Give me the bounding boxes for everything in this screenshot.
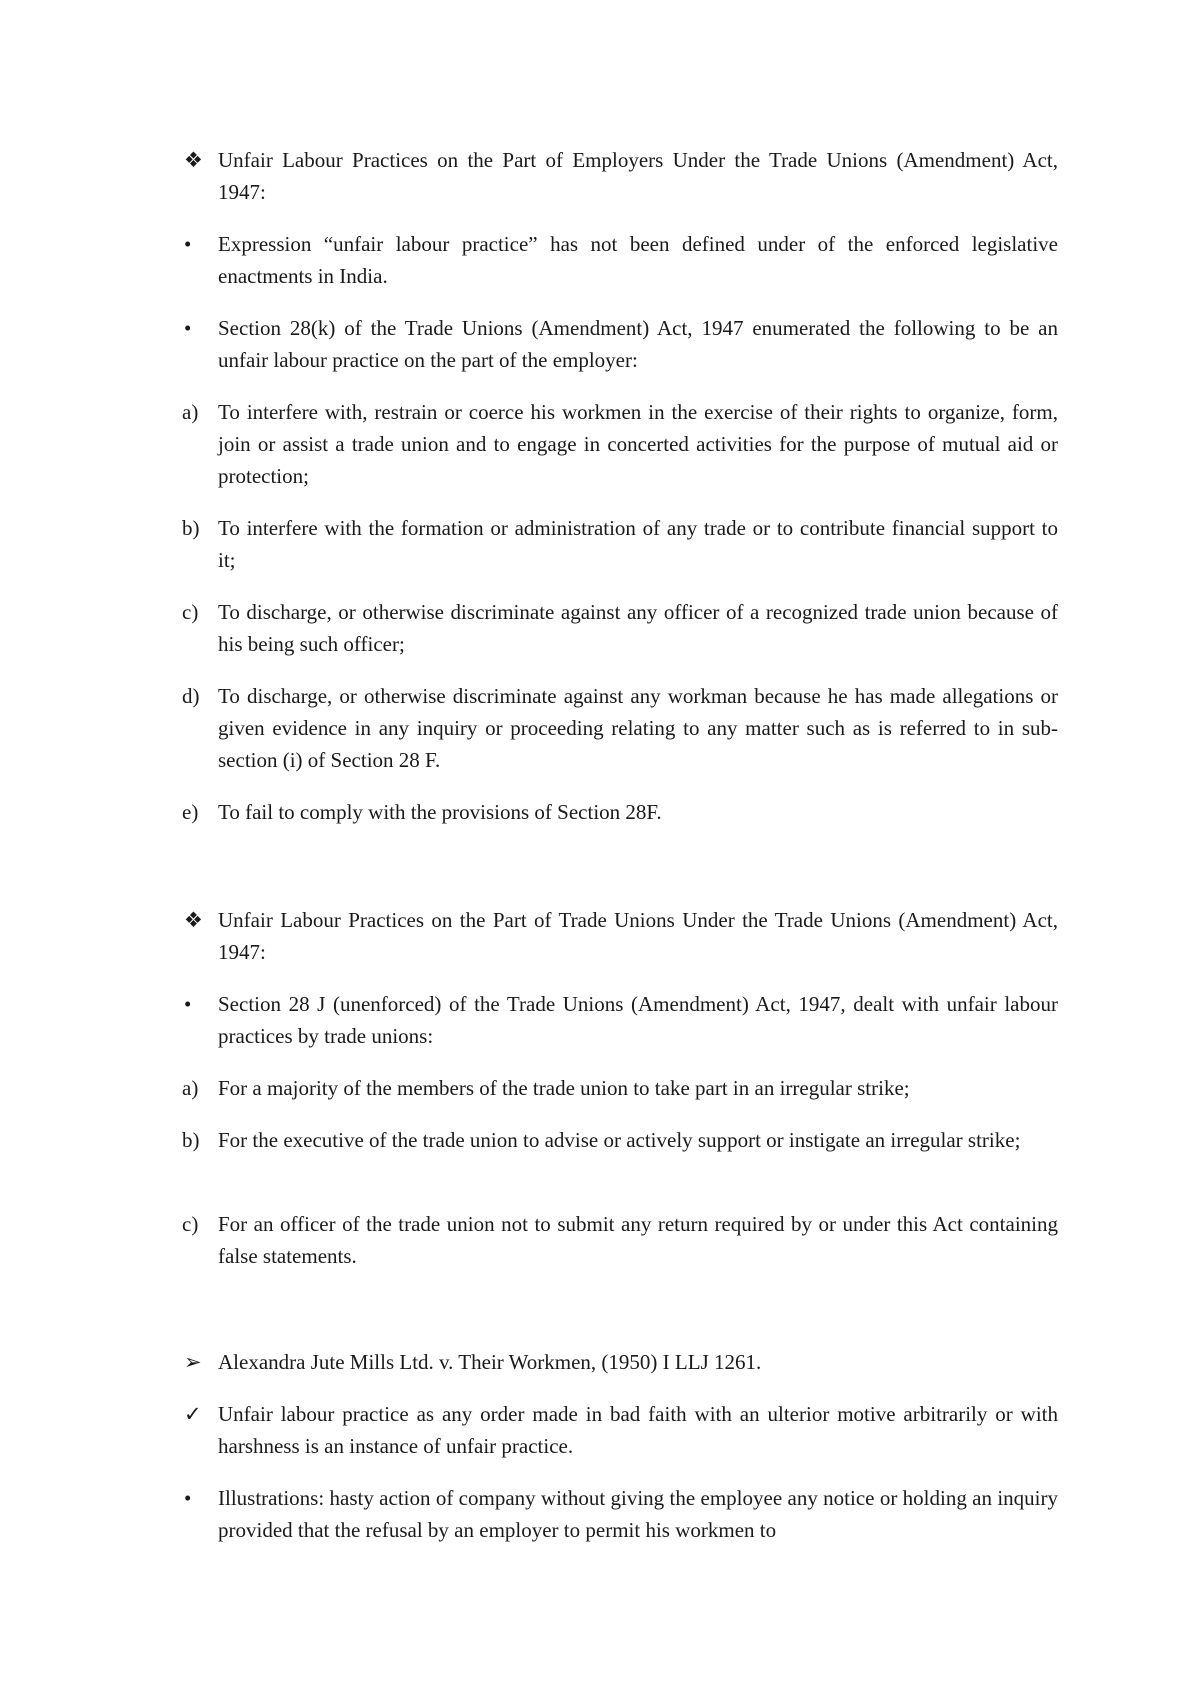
list-item-text: To discharge, or otherwise discriminate against any officer of a recognized trade union because of his being such officer; (218, 600, 1058, 656)
list-item-text: To discharge, or otherwise discriminate against any workman because he has made allegations or given evidence in any inquiry or proceeding relating to any matter such as is referred to in sub-section (i) of Section 28 F. (218, 684, 1058, 772)
section1-bullet-2-text: Section 28(k) of the Trade Unions (Amendment) Act, 1947 enumerated the following to be an unfair labour practice on the part of the employer: (218, 316, 1058, 372)
list-item-text: For an officer of the trade union not to submit any return required by or under this Act containing false statements. (218, 1212, 1058, 1268)
checkmark-icon: ✓ (184, 1402, 202, 1426)
list-item-text: To interfere with the formation or administration of any trade or to contribute financial support to it; (218, 516, 1058, 572)
list-marker: a) (182, 1076, 199, 1100)
list-marker: e) (182, 800, 199, 824)
illustration-bullet-text: Illustrations: hasty action of company without giving the employee any notice or holding an inquiry provided that the refusal by an employer to permit his workmen to (218, 1486, 1058, 1542)
list-item-text: To fail to comply with the provisions of Section 28F. (218, 800, 662, 824)
arrow-bullet-icon: ➢ (184, 1350, 202, 1374)
section1-bullet-1-text: Expression “unfair labour practice” has not been defined under of the enforced legislative enactments in India. (218, 232, 1058, 288)
diamond-bullet-icon: ❖ (184, 908, 203, 932)
list-item-text: For the executive of the trade union to advise or actively support or instigate an irregular strike; (218, 1128, 1021, 1152)
list-item-text: For a majority of the members of the trade union to take part in an irregular strike; (218, 1076, 910, 1100)
section2-bullet-1-text: Section 28 J (unenforced) of the Trade Unions (Amendment) Act, 1947, dealt with unfair labour practices by trade unions: (218, 992, 1058, 1048)
list-marker: b) (182, 1128, 200, 1152)
bullet-icon: • (184, 232, 192, 256)
section2-heading-text: Unfair Labour Practices on the Part of Trade Unions Under the Trade Unions (Amendment) Act, 1947: (218, 908, 1058, 964)
bullet-icon: • (184, 1486, 192, 1510)
diamond-bullet-icon: ❖ (184, 148, 203, 172)
list-marker: d) (182, 684, 200, 708)
check-point-text: Unfair labour practice as any order made in bad faith with an ulterior motive arbitrarily or with harshness is an instance of unfair practice. (218, 1402, 1058, 1458)
bullet-icon: • (184, 992, 192, 1016)
case-citation-text: Alexandra Jute Mills Ltd. v. Their Workmen, (1950) I LLJ 1261. (218, 1350, 762, 1374)
list-marker: c) (182, 1212, 199, 1236)
list-marker: a) (182, 400, 199, 424)
section1-heading-text: Unfair Labour Practices on the Part of Employers Under the Trade Unions (Amendment) Act, 1947: (218, 148, 1058, 204)
list-marker: c) (182, 600, 199, 624)
bullet-icon: • (184, 316, 192, 340)
list-marker: b) (182, 516, 200, 540)
list-item-text: To interfere with, restrain or coerce his workmen in the exercise of their rights to organize, form, join or assist a trade union and to engage in concerted activities for the purpose of mutual aid or protection; (218, 400, 1058, 488)
